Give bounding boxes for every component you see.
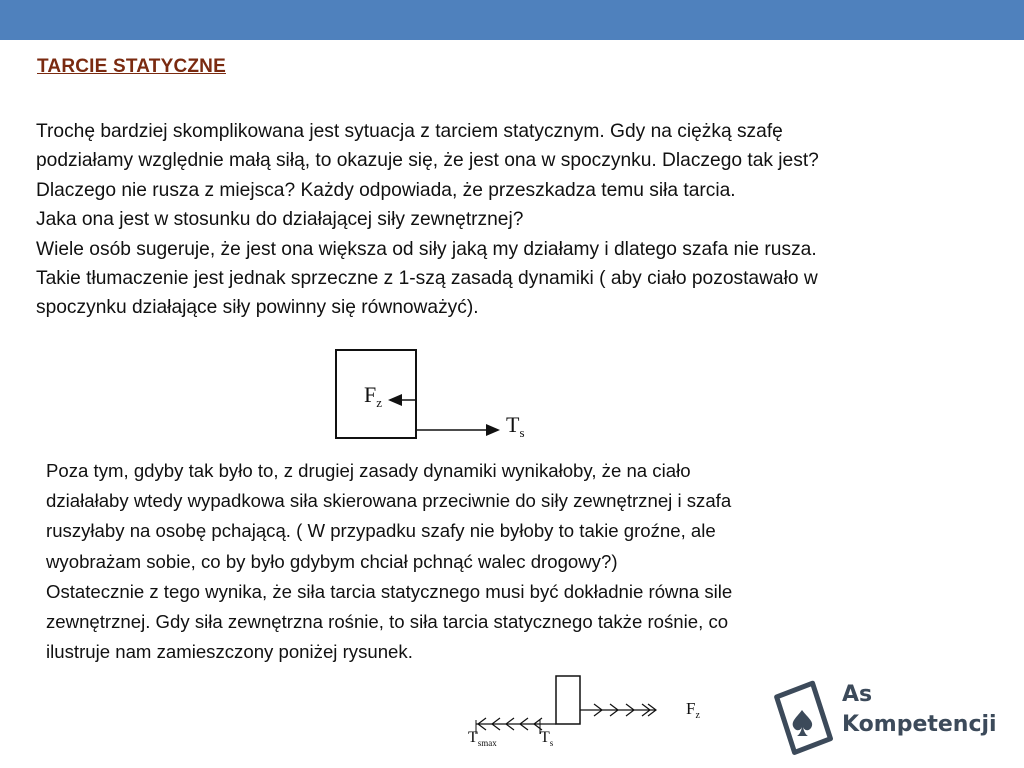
friction-arrow-ts-head (486, 424, 500, 436)
text-line: spoczynku działające siły powinny się równoważyć). (36, 297, 479, 319)
text-line: Jaka ona jest w stosunku do działającej siły zewnętrznej? (36, 209, 524, 231)
text-line: podziałamy względnie małą siłą, to okazuje się, że jest ona w spoczynku. Dlaczego tak jest? (36, 150, 819, 172)
text-line: działałaby wtedy wypadkowa siła skierowana przeciwnie do siły zewnętrznej i szafa (46, 490, 732, 512)
logo-line-2: Kompetencji (842, 712, 997, 737)
text-line: Dlaczego nie rusza z miejsca? Każdy odpowiada, że przeszkadza temu siła tarcia. (36, 179, 736, 201)
header-bar (0, 0, 1024, 40)
label-ts: $T_s$ (506, 412, 525, 440)
force-arrow-fz-head (388, 394, 402, 406)
cabinet-box-small (556, 676, 580, 724)
label-fz-2: $F_z$ (686, 699, 700, 721)
label-fz: $F_z$ (364, 382, 383, 410)
paragraph-explanation (46, 456, 1006, 667)
paragraph-intro (36, 117, 1011, 323)
text-line: ilustruje nam zamieszczony poniżej rysunek. (46, 641, 413, 663)
label-ts-2: $T_s$ (540, 729, 554, 748)
diagram-friction-growth (460, 670, 720, 760)
text-line: Takie tłumaczenie jest jednak sprzeczne z 1-szą zasadą dynamiki ( aby ciało pozostawało w (36, 268, 818, 290)
text-line: Wiele osób sugeruje, że jest ona większa od siły jaką my działamy i dlatego szafa nie rusza. (36, 238, 817, 260)
spade-card-icon (768, 680, 838, 760)
label-tsmax: $T_{smax}$ (468, 729, 497, 748)
text-line: Poza tym, gdyby tak było to, z drugiej zasady dynamiki wynikałoby, że na ciało (46, 460, 691, 481)
text-line: Trochę bardziej skomplikowana jest sytuacja z tarciem statycznym. Gdy na ciężką szafę (36, 121, 783, 142)
text-line: wyobrażam sobie, co by było gdybym chciał pchnąć walec drogowy?) (46, 550, 618, 572)
text-line: Ostatecznie z tego wynika, że siła tarcia statycznego musi być dokładnie równa sile (46, 580, 733, 602)
diagram-static-friction (320, 340, 550, 450)
text-line: zewnętrznej. Gdy siła zewnętrzna rośnie, to siła tarcia statycznego także rośnie, co (46, 611, 729, 633)
text-line: ruszyłaby na osobę pchającą. ( W przypadku szafy nie byłoby to takie groźne, ale (46, 520, 716, 542)
slide-title: TARCIE STATYCZNE (37, 56, 226, 77)
logo-line-1: As (842, 682, 873, 707)
